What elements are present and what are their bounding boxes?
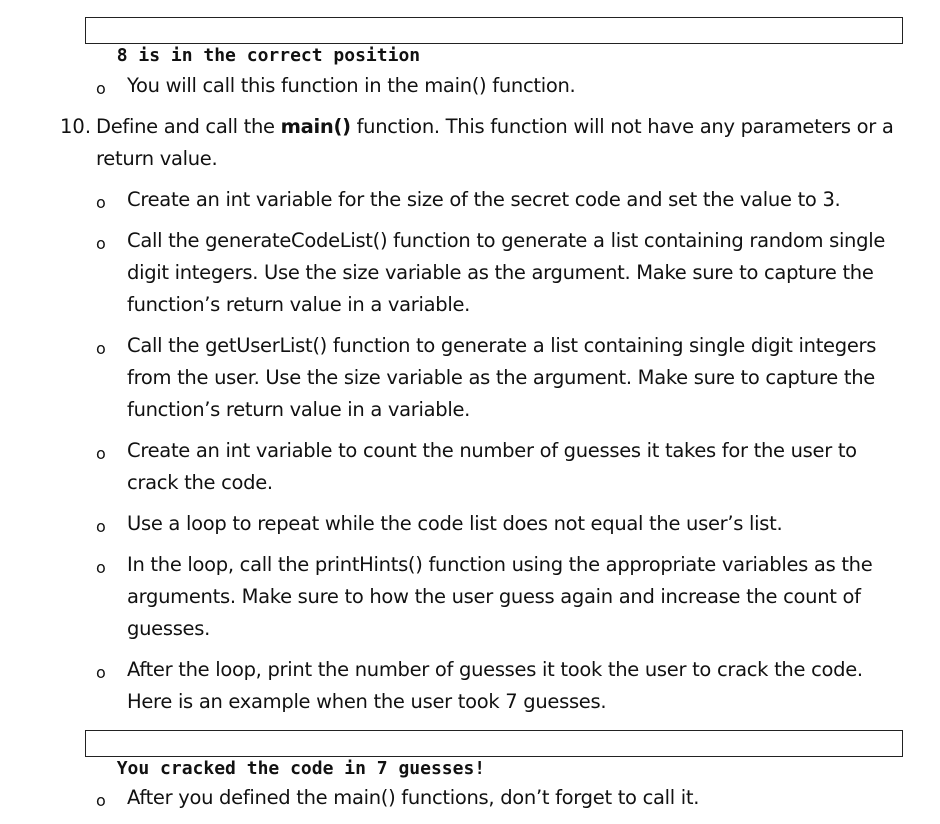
bullet-marker: o bbox=[96, 339, 106, 358]
bullet-text: arguments. Make sure to how the user guess again and increase the count of bbox=[127, 585, 861, 608]
bullet-text: from the user. Use the size variable as the argument. Make sure to capture the bbox=[127, 366, 875, 389]
bullet-marker: o bbox=[96, 444, 106, 463]
bullet-text: digit integers. Use the size variable as the argument. Make sure to capture the bbox=[127, 261, 874, 284]
bullet-text: Create an int variable to count the number of guesses it takes for the user to bbox=[127, 439, 857, 462]
step-heading-text-post: function. This function will not have any parameters or a bbox=[350, 115, 894, 138]
code-output-text: 8 is in the correct position bbox=[116, 45, 421, 66]
bullet-text: In the loop, call the printHints() function using the appropriate variables as the bbox=[127, 553, 873, 576]
bullet-text: Create an int variable for the size of the secret code and set the value to 3. bbox=[127, 188, 841, 211]
bullet-marker: o bbox=[96, 79, 106, 98]
bullet-marker: o bbox=[96, 193, 106, 212]
bullet-text: crack the code. bbox=[127, 471, 273, 494]
bullet-text: After the loop, print the number of guesses it took the user to crack the code. bbox=[127, 658, 863, 681]
code-output-text: You cracked the code in 7 guesses! bbox=[116, 758, 486, 779]
step-number: 10. bbox=[60, 115, 92, 138]
step-heading-text-pre: Define and call the bbox=[96, 115, 281, 138]
code-output-box-top bbox=[85, 17, 903, 66]
bullet-marker: o bbox=[96, 558, 106, 577]
bullet-marker: o bbox=[96, 234, 106, 253]
bullet-text: Call the generateCodeList() function to generate a list containing random single bbox=[127, 229, 886, 252]
step-heading-line1 bbox=[96, 115, 894, 138]
step-heading-bold: main() bbox=[280, 115, 351, 138]
intro-bullet-text: You will call this function in the main() function. bbox=[127, 74, 576, 97]
bullet-text: function’s return value in a variable. bbox=[127, 398, 471, 421]
bullet-text: Here is an example when the user took 7 guesses. bbox=[127, 690, 607, 713]
bullet-text: guesses. bbox=[127, 617, 211, 640]
bullet-marker: o bbox=[96, 791, 106, 810]
bullet-text: Use a loop to repeat while the code list does not equal the user’s list. bbox=[127, 512, 783, 535]
bullet-marker: o bbox=[96, 517, 106, 536]
bullet-text: Call the getUserList() function to generate a list containing single digit integers bbox=[127, 334, 877, 357]
code-output-box-bottom bbox=[85, 730, 903, 779]
bullet-text: function’s return value in a variable. bbox=[127, 293, 471, 316]
step-heading-line2: return value. bbox=[96, 147, 218, 170]
final-bullet-text: After you defined the main() functions, don’t forget to call it. bbox=[127, 786, 700, 809]
bullet-marker: o bbox=[96, 663, 106, 682]
